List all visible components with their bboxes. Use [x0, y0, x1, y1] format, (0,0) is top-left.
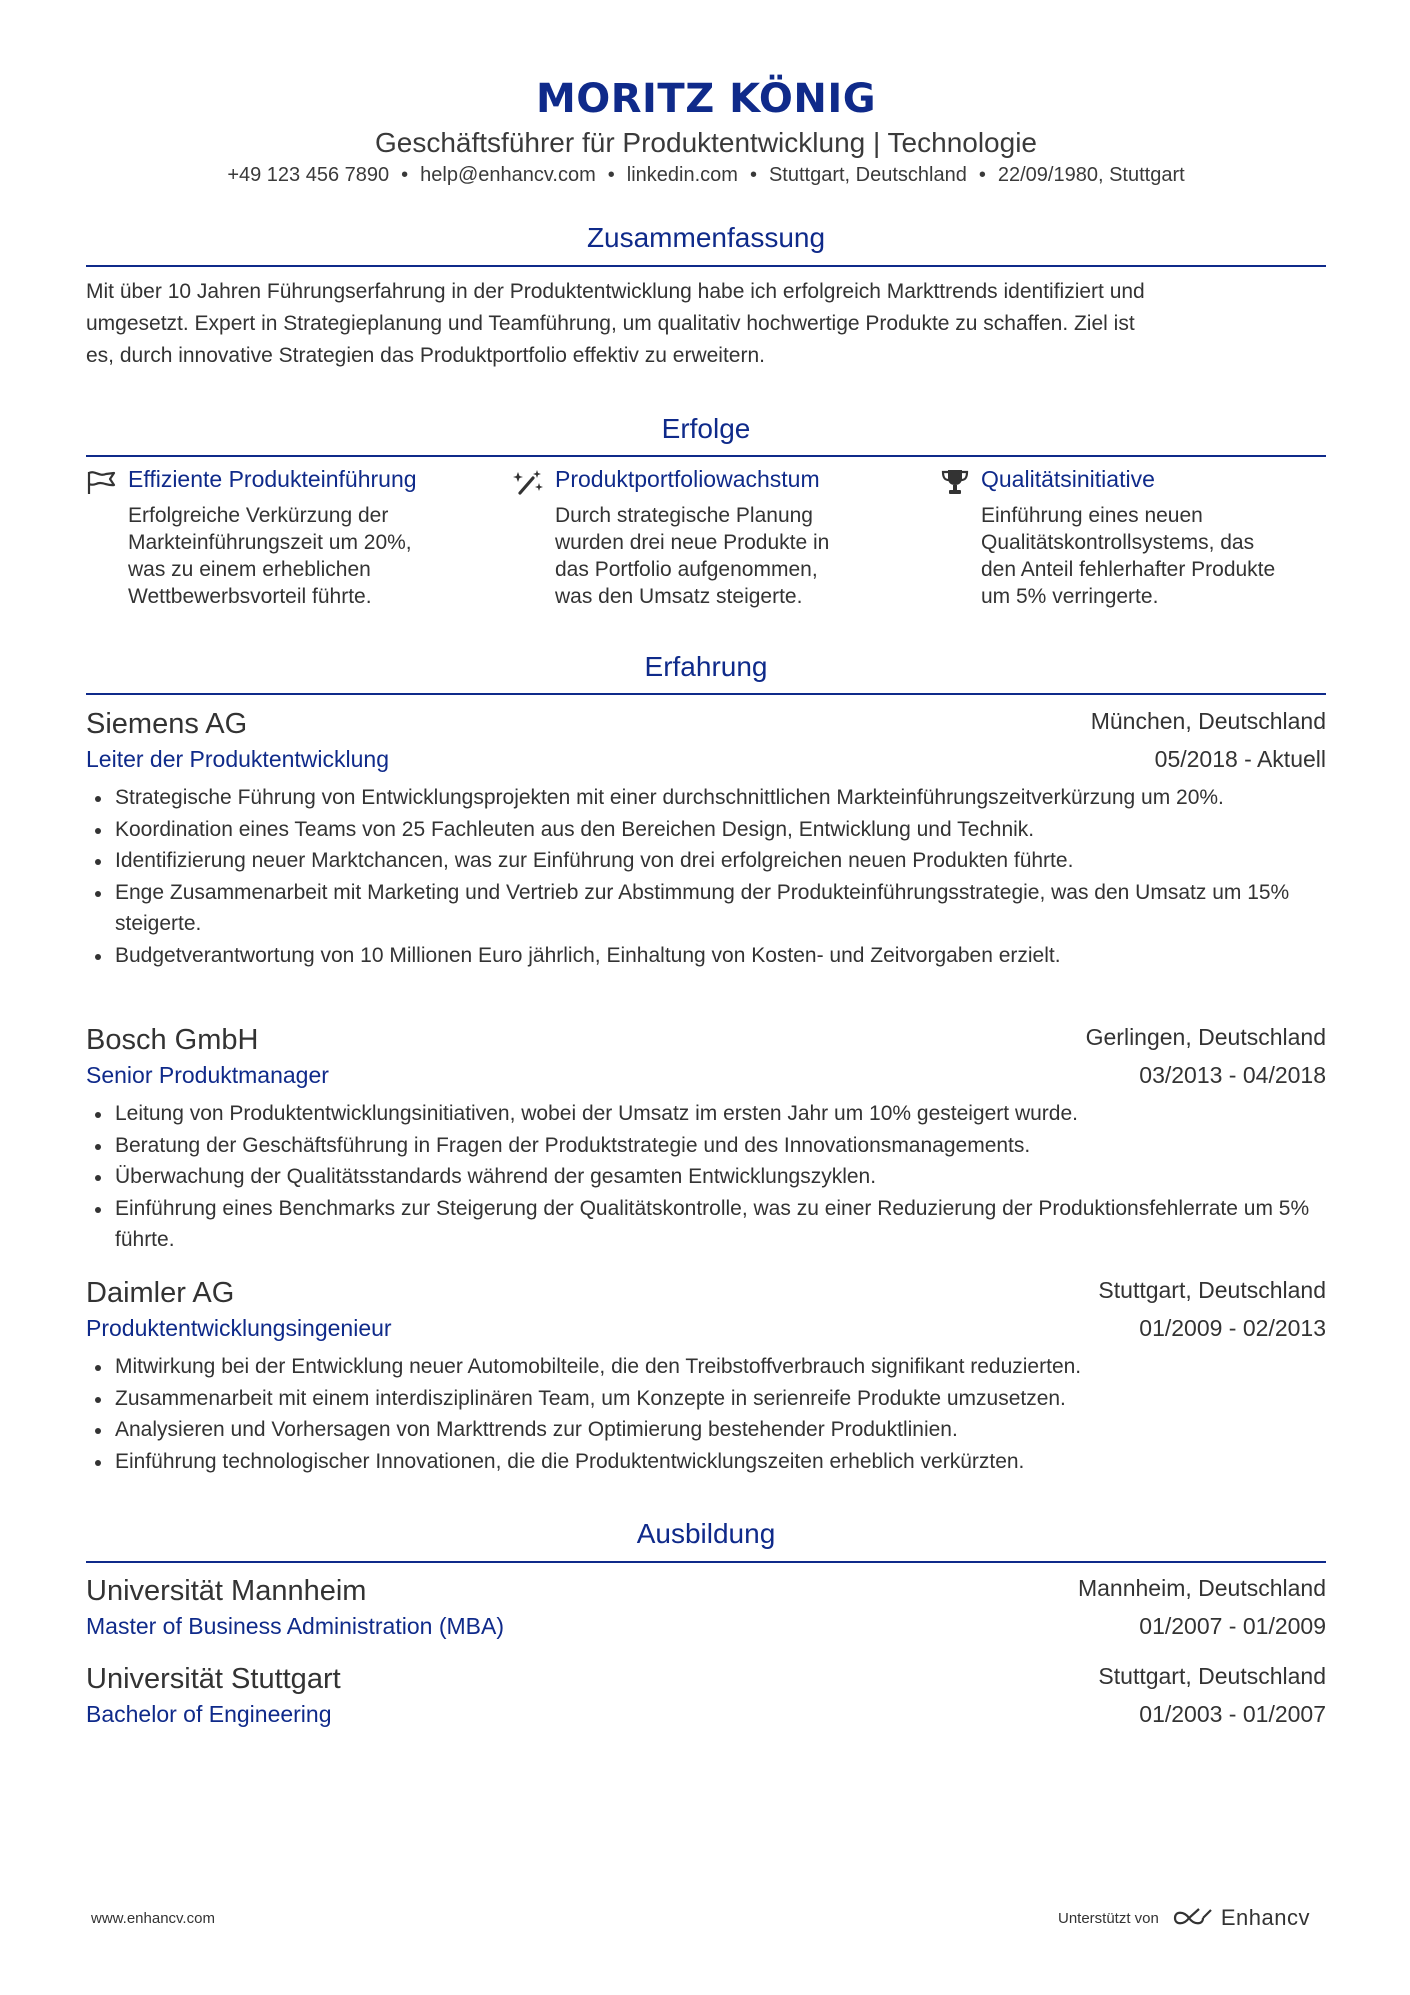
magic-wand-icon	[513, 468, 545, 496]
footer-branding	[1058, 1905, 1310, 1931]
trophy-icon	[939, 468, 971, 496]
contact-email: help@enhancv.com	[420, 164, 596, 186]
contact-phone: +49 123 456 7890	[227, 164, 390, 186]
list-item: Zusammenarbeit mit einem interdisziplinären Team, um Konzepte in serienreife Produkte umzusetzen.	[86, 1383, 1326, 1415]
job-bullets	[86, 1098, 1326, 1256]
achievement-line: was zu einem erheblichen	[128, 558, 371, 581]
achievement-line: das Portfolio aufgenommen,	[555, 558, 818, 581]
contact-location: Stuttgart, Deutschland	[768, 164, 967, 186]
job-dates: 03/2013 - 04/2018	[1139, 1062, 1326, 1088]
brand-name: Enhancv	[1220, 1905, 1310, 1930]
company-name: Bosch GmbH	[86, 1024, 259, 1056]
section-divider	[86, 693, 1326, 695]
section-title-achievements: Erfolge	[661, 413, 751, 444]
achievement-line: den Anteil fehlerhafter Produkte	[981, 558, 1276, 581]
contact-linkedin: linkedin.com	[626, 164, 738, 186]
section-title-summary: Zusammenfassung	[586, 222, 826, 253]
degree: Master of Business Administration (MBA)	[86, 1613, 504, 1639]
list-item: Leitung von Produktentwicklungsinitiativen, wobei der Umsatz im ersten Jahr um 10% gesteigert wurde.	[86, 1098, 1326, 1130]
job-location: Gerlingen, Deutschland	[1085, 1024, 1326, 1050]
list-item: Enge Zusammenarbeit mit Marketing und Vertrieb zur Abstimmung der Produkteinführungsstrategie, was den Umsatz um 15% steigerte.	[86, 877, 1326, 940]
contact-birth: 22/09/1980, Stuttgart	[997, 164, 1185, 186]
education-dates: 01/2007 - 01/2009	[1139, 1613, 1326, 1639]
job-dates: 05/2018 - Aktuell	[1154, 746, 1326, 772]
list-item: Identifizierung neuer Marktchancen, was zur Einführung von drei erfolgreichen neuen Produkten führte.	[86, 845, 1326, 877]
achievement-description	[555, 502, 915, 610]
company-name: Siemens AG	[86, 708, 248, 740]
summary-line: umgesetzt. Expert in Strategieplanung und Teamführung, um qualitativ hochwertige Produkte zu schaffen. Ziel ist	[86, 312, 1135, 335]
list-item: Überwachung der Qualitätsstandards während der gesamten Entwicklungszyklen.	[86, 1161, 1326, 1193]
achievement-line: Markteinführungszeit um 20%,	[128, 531, 412, 554]
section-divider	[86, 265, 1326, 267]
list-item: Strategische Führung von Entwicklungsprojekten mit einer durchschnittlichen Markteinführungszeitverkürzung um 20%.	[86, 782, 1326, 814]
achievement-line: wurden drei neue Produkte in	[555, 531, 830, 554]
achievement-title: Effiziente Produkteinführung	[128, 466, 417, 492]
list-item: Mitwirkung bei der Entwicklung neuer Automobilteile, die den Treibstoffverbrauch signifikant reduzierten.	[86, 1351, 1326, 1383]
achievement-line: was den Umsatz steigerte.	[555, 585, 803, 608]
section-divider	[86, 1561, 1326, 1563]
achievement-line: um 5% verringerte.	[981, 585, 1159, 608]
summary-line: es, durch innovative Strategien das Produktportfolio effektiv zu erweitern.	[86, 344, 765, 367]
job-role: Leiter der Produktentwicklung	[86, 746, 389, 772]
job-location: München, Deutschland	[1090, 708, 1326, 734]
section-title-experience: Erfahrung	[644, 651, 768, 682]
list-item: Einführung technologischer Innovationen, die die Produktentwicklungszeiten erheblich verkürzten.	[86, 1446, 1326, 1478]
summary-line: Mit über 10 Jahren Führungserfahrung in der Produktentwicklung habe ich erfolgreich Markttrends identifiziert und	[86, 280, 1145, 303]
company-name: Daimler AG	[86, 1277, 235, 1309]
list-item: Budgetverantwortung von 10 Millionen Euro jährlich, Einhaltung von Kosten- und Zeitvorgaben erzielt.	[86, 940, 1326, 972]
candidate-name: MORITZ KÖNIG	[535, 76, 877, 122]
achievement-title: Produktportfoliowachstum	[555, 466, 820, 492]
school-name: Universität Stuttgart	[86, 1663, 341, 1695]
summary-text	[86, 276, 1326, 372]
job-location: Stuttgart, Deutschland	[1098, 1277, 1326, 1303]
list-item: Koordination eines Teams von 25 Fachleuten aus den Bereichen Design, Entwicklung und Technik.	[86, 814, 1326, 846]
footer-website[interactable]: www.enhancv.com	[91, 1910, 215, 1927]
list-item: Beratung der Geschäftsführung in Fragen der Produktstrategie und des Innovationsmanagements.	[86, 1130, 1326, 1162]
achievement-line: Wettbewerbsvorteil führte.	[128, 585, 372, 608]
degree: Bachelor of Engineering	[86, 1701, 332, 1727]
contact-line: +49 123 456 7890 • help@enhancv.com • linkedin.com • Stuttgart, Deutschland • 22/09/1980, Stuttgart	[227, 164, 1185, 186]
flag-icon	[86, 468, 118, 496]
achievement-line: Qualitätskontrollsystems, das	[981, 531, 1255, 554]
job-bullets	[86, 782, 1326, 971]
powered-by-label: Unterstützt von	[1057, 1909, 1159, 1927]
school-location: Stuttgart, Deutschland	[1098, 1663, 1326, 1689]
school-location: Mannheim, Deutschland	[1077, 1575, 1326, 1601]
section-divider	[86, 455, 1326, 457]
job-bullets	[86, 1351, 1326, 1477]
candidate-subtitle: Geschäftsführer für Produktentwicklung | Technologie	[374, 127, 1037, 158]
achievement-line: Erfolgreiche Verkürzung der	[128, 504, 389, 527]
job-dates: 01/2009 - 02/2013	[1139, 1315, 1326, 1341]
achievement-line: Einführung eines neuen	[981, 504, 1203, 527]
achievement-title: Qualitätsinitiative	[981, 466, 1155, 492]
education-dates: 01/2003 - 01/2007	[1139, 1701, 1326, 1727]
list-item: Analysieren und Vorhersagen von Markttrends zur Optimierung bestehender Produktlinien.	[86, 1414, 1326, 1446]
achievement-line: Durch strategische Planung	[555, 504, 813, 527]
achievement-description	[981, 502, 1341, 610]
list-item: Einführung eines Benchmarks zur Steigerung der Qualitätskontrolle, was zu einer Reduzierung der Produktionsfehlerrate um 5% führte.	[86, 1193, 1326, 1256]
school-name: Universität Mannheim	[86, 1575, 367, 1607]
job-role: Produktentwicklungsingenieur	[86, 1315, 392, 1341]
enhancv-logo-icon	[1171, 1907, 1215, 1929]
achievement-description	[128, 502, 488, 610]
section-title-education: Ausbildung	[636, 1518, 776, 1549]
job-role: Senior Produktmanager	[86, 1062, 329, 1088]
